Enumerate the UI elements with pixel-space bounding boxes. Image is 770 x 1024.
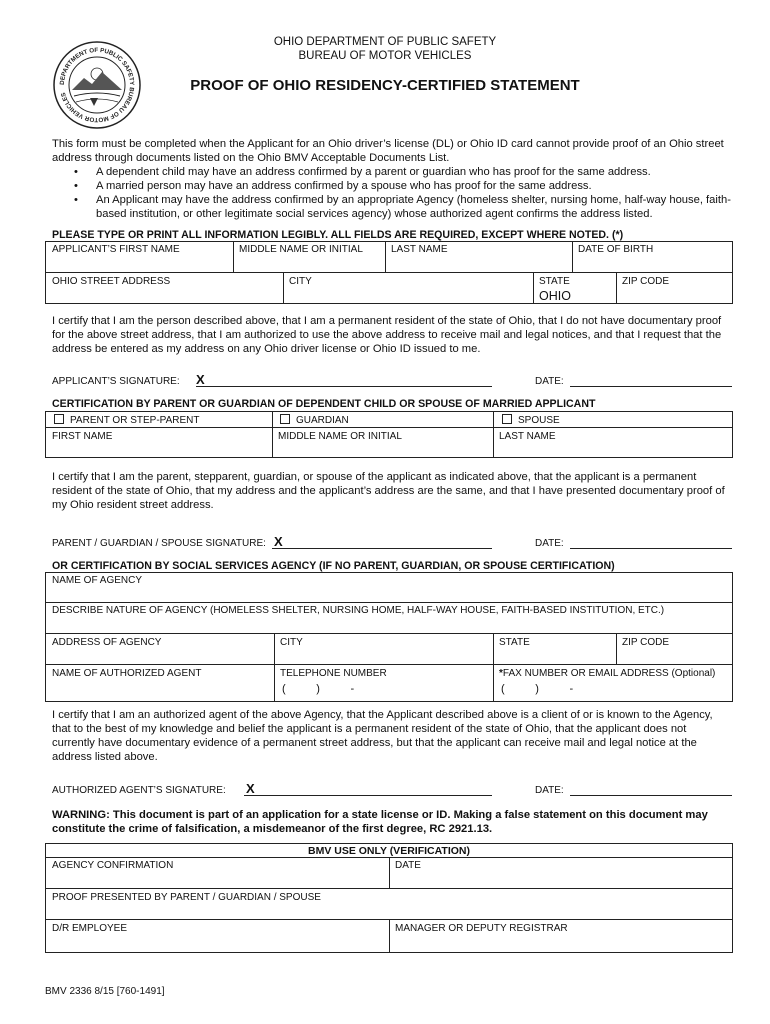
applicant-certification: I certify that I am the person described above, that I am a permanent resident of the state of Ohio, that I do not have documentary proof for the above street address, that I am authorized to use the above address to receive mail and legal notices, and that I request that the address be entered as my address on any Ohio driver license or Ohio ID issued to me. xyxy=(52,315,722,355)
applicant-zip-field[interactable]: ZIP CODE xyxy=(622,276,670,287)
x-mark: X xyxy=(196,372,205,387)
guardian-option[interactable]: GUARDIAN xyxy=(280,414,349,426)
intro-text: This form must be completed when the Applicant for an Ohio driver’s license (DL) or Ohio ID card cannot provide proof of an Ohio street address through documents listed on the Ohio BMV Acceptable Documents List. xyxy=(52,138,724,164)
guardian-checkbox[interactable] xyxy=(280,414,290,424)
applicant-dob-field[interactable]: DATE OF BIRTH xyxy=(578,244,654,255)
parent-signature-label: PARENT / GUARDIAN / SPOUSE SIGNATURE: xyxy=(52,538,266,549)
bureau-name: BUREAU OF MOTOR VEHICLES xyxy=(298,50,472,62)
bullet-item: • A married person may have an address confirmed by a spouse who has proof for the same address. xyxy=(52,179,732,193)
form-number: BMV 2336 8/15 [760-1491] xyxy=(45,986,165,997)
page-title: PROOF OF OHIO RESIDENCY-CERTIFIED STATEMENT xyxy=(190,77,580,94)
applicant-date-line[interactable] xyxy=(570,386,732,387)
agency-name-field[interactable]: NAME OF AGENCY xyxy=(52,575,143,586)
parent-signature-line[interactable] xyxy=(272,548,492,549)
agency-certification: I certify that I am an authorized agent of the above Agency, that the Applicant described above is a client of or is known to the Agency, that to the best of my knowledge and belief the applicant is a permanent resident of the state of Ohio, that the applicant does not currently have documentary evidence of a permanent street address, but that the applicant can receive mail and legal notice at the address listed above. xyxy=(52,709,713,763)
agency-confirmation-field[interactable]: AGENCY CONFIRMATION xyxy=(52,860,174,871)
parent-date-label: DATE: xyxy=(535,538,564,549)
intro-bullets xyxy=(52,165,732,221)
bullet-item: • A dependent child may have an address confirmed by a parent or guardian who has proof for the same address. xyxy=(52,165,732,179)
applicant-city-field[interactable]: CITY xyxy=(289,276,312,287)
applicant-street-field[interactable]: OHIO STREET ADDRESS xyxy=(52,276,171,287)
agency-name: OHIO DEPARTMENT OF PUBLIC SAFETY xyxy=(273,36,497,48)
bmv-heading: BMV USE ONLY (VERIFICATION) xyxy=(308,845,470,857)
agency-heading: OR CERTIFICATION BY SOCIAL SERVICES AGENCY (IF NO PARENT, GUARDIAN, OR SPOUSE CERTIFICATION) xyxy=(52,560,615,572)
agency-state-field[interactable]: STATE xyxy=(499,637,530,648)
parent-checkbox[interactable] xyxy=(54,414,64,424)
svg-text:DEPARTMENT OF PUBLIC SAFETY BU: DEPARTMENT OF PUBLIC SAFETY BUREAU OF MOTOR VEHICLES xyxy=(58,46,136,124)
agency-address-field[interactable]: ADDRESS OF AGENCY xyxy=(52,637,162,648)
agent-phone-label: TELEPHONE NUMBER xyxy=(280,668,387,679)
x-mark: X xyxy=(274,534,283,549)
agent-phone-field[interactable]: ( ) - xyxy=(282,683,355,695)
applicant-last-name-field[interactable]: LAST NAME xyxy=(391,244,448,255)
bullet-item: • An Applicant may have the address confirmed by an appropriate Agency (homeless shelter, nursing home, half-way house, faith-based institution, or other legitimate social services agency) whose authorized agent confirms the address listed. xyxy=(52,193,732,221)
agency-city-field[interactable]: CITY xyxy=(280,637,303,648)
spouse-checkbox[interactable] xyxy=(502,414,512,424)
applicant-state-value: OHIO xyxy=(539,289,571,303)
agent-name-field[interactable]: NAME OF AUTHORIZED AGENT xyxy=(52,668,202,679)
applicant-state-label: STATE xyxy=(539,276,570,287)
proof-presented-field[interactable]: PROOF PRESENTED BY PARENT / GUARDIAN / SPOUSE xyxy=(52,892,321,903)
x-mark: X xyxy=(246,781,255,796)
applicant-middle-name-field[interactable]: MIDDLE NAME OR INITIAL xyxy=(239,244,363,255)
dr-employee-field[interactable]: D/R EMPLOYEE xyxy=(52,923,128,934)
applicant-signature-label: APPLICANT’S SIGNATURE: xyxy=(52,376,180,387)
parent-option[interactable]: PARENT OR STEP-PARENT xyxy=(54,414,199,426)
parent-last-name-field[interactable]: LAST NAME xyxy=(499,431,556,442)
agency-nature-field[interactable]: DESCRIBE NATURE OF AGENCY (HOMELESS SHELTER, NURSING HOME, HALF-WAY HOUSE, FAITH-BASED INSTITUTION, ETC.) xyxy=(52,605,665,616)
parent-date-line[interactable] xyxy=(570,548,732,549)
manager-registrar-field[interactable]: MANAGER OR DEPUTY REGISTRAR xyxy=(395,923,568,934)
agent-signature-line[interactable] xyxy=(244,795,492,796)
optional-star: * xyxy=(499,668,503,679)
agent-date-label: DATE: xyxy=(535,785,564,796)
parent-middle-name-field[interactable]: MIDDLE NAME OR INITIAL xyxy=(278,431,402,442)
spouse-option[interactable]: SPOUSE xyxy=(502,414,560,426)
bmv-date-field[interactable]: DATE xyxy=(395,860,421,871)
agent-signature-label: AUTHORIZED AGENT’S SIGNATURE: xyxy=(52,785,226,796)
agent-fax-label: *FAX NUMBER OR EMAIL ADDRESS (Optional) xyxy=(499,668,716,679)
applicant-date-label: DATE: xyxy=(535,376,564,387)
agent-date-line[interactable] xyxy=(570,795,732,796)
agency-zip-field[interactable]: ZIP CODE xyxy=(622,637,670,648)
intro-section xyxy=(52,137,732,221)
agent-fax-field[interactable]: ( ) - xyxy=(501,683,574,695)
applicant-signature-line[interactable] xyxy=(196,386,492,387)
parent-first-name-field[interactable]: FIRST NAME xyxy=(52,431,113,442)
warning-text: WARNING: This document is part of an application for a state license or ID. Making a false statement on this document may constitute the crime of falsification, a misdemeanor of the first degree, RC 2921.13. xyxy=(52,809,708,835)
applicant-heading: PLEASE TYPE OR PRINT ALL INFORMATION LEGIBLY. ALL FIELDS ARE REQUIRED, EXCEPT WHERE NOTED. (*) xyxy=(52,229,624,241)
applicant-first-name-field[interactable]: APPLICANT’S FIRST NAME xyxy=(52,244,180,255)
parent-heading: CERTIFICATION BY PARENT OR GUARDIAN OF DEPENDENT CHILD OR SPOUSE OF MARRIED APPLICANT xyxy=(52,398,596,410)
parent-certification: I certify that I am the parent, stepparent, guardian, or spouse of the applicant as indicated above, that the applicant is a permanent resident of the state of Ohio, that my address and the applicant’s address are the same, and that I have presented documentary proof of my Ohio resident street address. xyxy=(52,471,725,511)
